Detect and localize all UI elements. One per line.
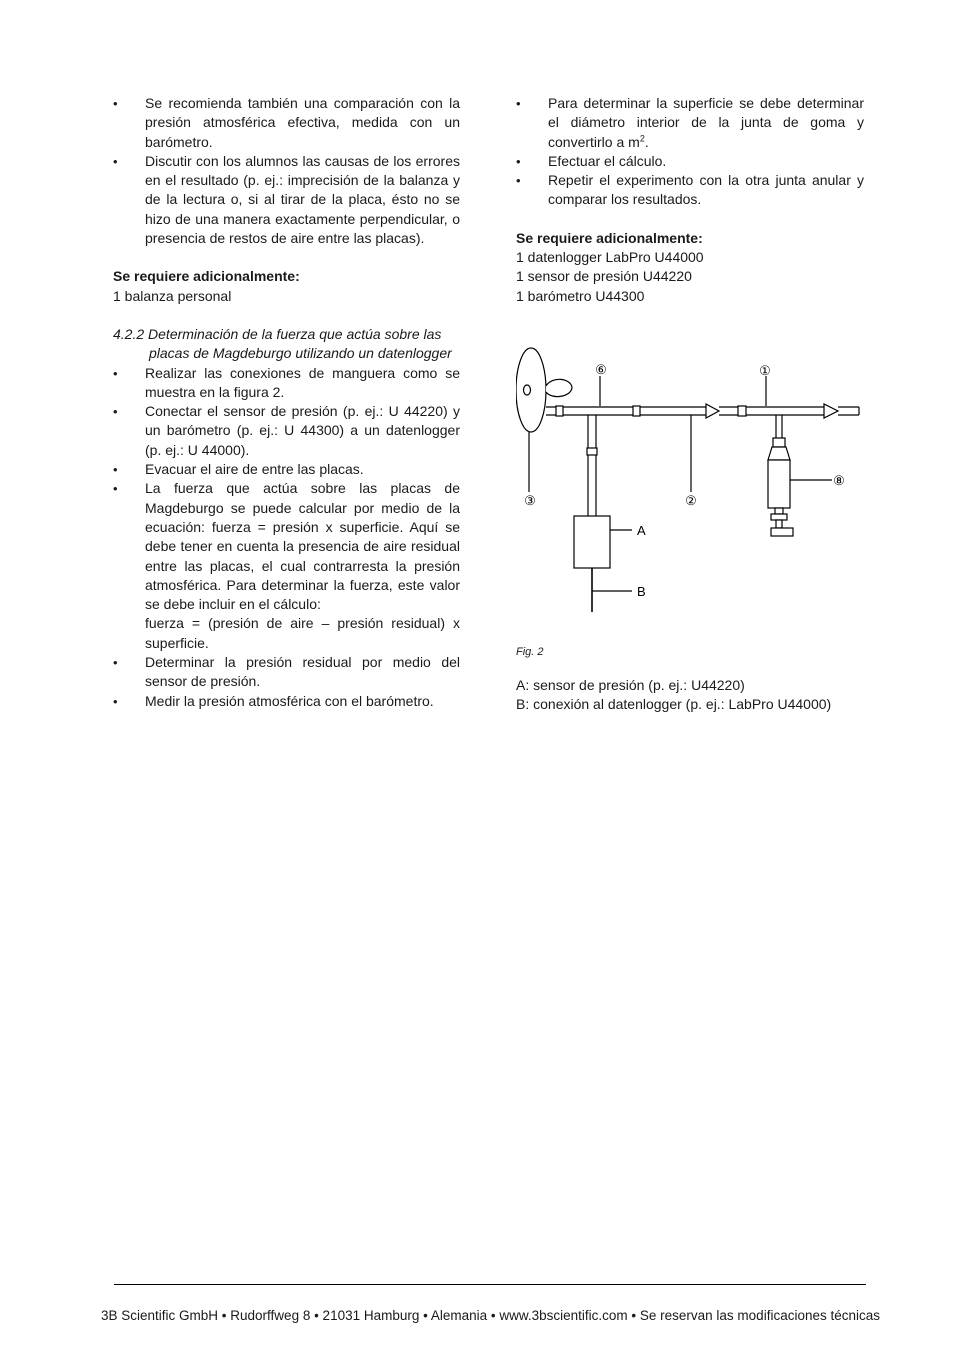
label-A: A	[637, 523, 646, 538]
required-heading: Se requiere adicionalmente:	[113, 268, 300, 285]
label-3: ③	[524, 493, 536, 508]
bullet-list-top	[113, 94, 460, 248]
sensor-branch	[574, 415, 610, 612]
list-item	[516, 94, 864, 152]
required-item: 1 datenlogger LabPro U44000	[516, 249, 704, 266]
figure-caption: Fig. 2	[516, 646, 544, 658]
list-item: • Repetir el experimento con la otra junta anular y comparar los resultados.	[516, 171, 864, 210]
formula: fuerza = (presión de aire – presión residual) x superficie.	[145, 615, 460, 651]
list-item: • Conectar el sensor de presión (p. ej.: U 44220) y un barómetro (p. ej.: U 44300) a un datenlogger (p. ej.: U 44000).	[113, 402, 460, 460]
vacuum-pump	[768, 415, 793, 536]
section-heading	[113, 325, 460, 364]
list-item: • Se recomienda también una comparación con la presión atmosférica efectiva, medida con un barómetro.	[113, 94, 460, 152]
required-item: 1 barómetro U44300	[516, 287, 645, 304]
label-B: B	[637, 584, 646, 599]
right-column	[516, 94, 864, 306]
footer-divider	[114, 1284, 866, 1285]
legend-item-B: B: conexión al datenlogger (p. ej.: LabPro U44000)	[516, 696, 832, 713]
required-item: 1 sensor de presión U44220	[516, 268, 692, 285]
bullet-list-section	[113, 364, 460, 711]
list-item: • Discutir con los alumnos las causas de los errores en el resultado (p. ej.: imprecisión de la balanza y de la lectura o, si al tirar de la placa, ésto no se hizo de una manera exactamente perpendicular, o presencia de restos de aire entre las placas).	[113, 152, 460, 248]
footer-text: 3B Scientific GmbH • Rudorffweg 8 • 21031 Hamburg • Alemania • www.3bscientific.com • Se reservan las modificaciones técnicas	[101, 1308, 880, 1323]
label-1: ①	[759, 363, 771, 378]
magdeburg-plate	[516, 348, 572, 432]
section-heading-line2: placas de Magdeburgo utilizando un datenlogger	[149, 345, 452, 362]
left-column	[113, 94, 460, 711]
required-heading: Se requiere adicionalmente:	[516, 229, 703, 246]
force-text: La fuerza que actúa sobre las placas de Magdeburgo se puede calcular por medio de la ecuación: fuerza = presión x superficie. Aquí se debe tener en cuenta la presencia de aire residual entre las placas, el cual contrarresta la presión atmosférica. Para determinar la fuerza, este valor se debe incluir en el cálculo:	[145, 480, 460, 613]
label-8: ⑧	[833, 473, 845, 488]
figure-2-diagram	[516, 340, 866, 620]
figure-legend	[516, 676, 831, 715]
list-item: • Medir la presión atmosférica con el barómetro.	[113, 692, 460, 711]
main-tube	[546, 404, 859, 418]
label-2: ②	[685, 493, 697, 508]
list-item: • Realizar las conexiones de manguera como se muestra en la figura 2.	[113, 364, 460, 403]
bullet-text: Para determinar la superficie se debe determinar el diámetro interior de la junta de goma y convertirlo a m	[548, 95, 864, 150]
required-item: 1 balanza personal	[113, 287, 232, 304]
pressure-sensor	[574, 516, 610, 568]
section-heading-line1: 4.2.2 Determinación de la fuerza que actúa sobre las	[113, 325, 442, 342]
bullet-end: .	[644, 133, 649, 150]
superscript: 2	[639, 132, 645, 143]
list-item: • Determinar la presión residual por medio del sensor de presión.	[113, 653, 460, 692]
list-item: • Efectuar el cálculo.	[516, 152, 864, 171]
bullet-list-right	[516, 94, 864, 210]
list-item-force	[113, 479, 460, 653]
legend-item-A: A: sensor de presión (p. ej.: U44220)	[516, 677, 745, 693]
label-6: ⑥	[595, 362, 607, 377]
list-item: • Evacuar el aire de entre las placas.	[113, 460, 460, 479]
